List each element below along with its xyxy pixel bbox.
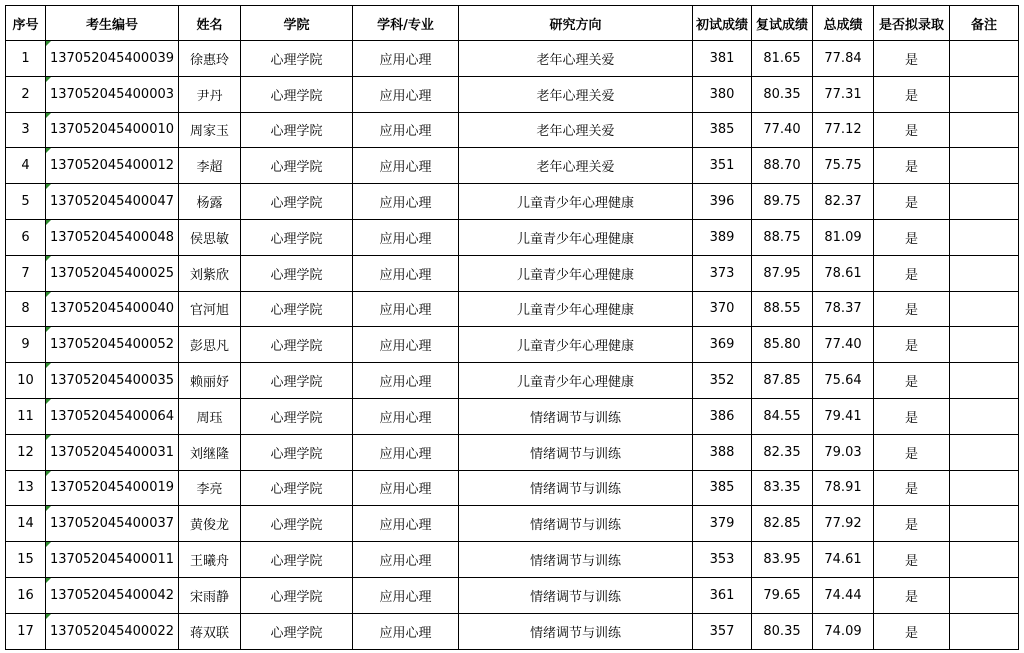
header-major: 学科/专业 <box>353 6 459 41</box>
cell-admitted: 是 <box>874 291 950 327</box>
header-admitted: 是否拟录取 <box>874 6 950 41</box>
cell-research-direction: 情绪调节与训练 <box>459 470 693 506</box>
cell-major: 应用心理 <box>353 76 459 112</box>
cell-remarks <box>950 363 1019 399</box>
cell-initial-score: 353 <box>693 542 752 578</box>
cell-name: 徐惠玲 <box>179 41 241 77</box>
cell-research-direction: 老年心理关爱 <box>459 112 693 148</box>
cell-research-direction: 儿童青少年心理健康 <box>459 327 693 363</box>
cell-candidate-id: 137052045400039 <box>46 41 179 77</box>
cell-index: 12 <box>6 434 46 470</box>
header-total-score: 总成绩 <box>813 6 874 41</box>
cell-candidate-id: 137052045400031 <box>46 434 179 470</box>
cell-total-score: 77.31 <box>813 76 874 112</box>
cell-college: 心理学院 <box>241 255 353 291</box>
admission-table <box>5 5 1019 650</box>
cell-admitted: 是 <box>874 506 950 542</box>
cell-research-direction: 老年心理关爱 <box>459 76 693 112</box>
cell-initial-score: 351 <box>693 148 752 184</box>
cell-name: 刘紫欣 <box>179 255 241 291</box>
cell-admitted: 是 <box>874 41 950 77</box>
cell-research-direction: 儿童青少年心理健康 <box>459 291 693 327</box>
cell-research-direction: 情绪调节与训练 <box>459 398 693 434</box>
cell-index: 4 <box>6 148 46 184</box>
cell-college: 心理学院 <box>241 112 353 148</box>
cell-retest-score: 87.85 <box>752 363 813 399</box>
header-initial-score: 初试成绩 <box>693 6 752 41</box>
cell-initial-score: 388 <box>693 434 752 470</box>
cell-name: 黄俊龙 <box>179 506 241 542</box>
cell-index: 6 <box>6 219 46 255</box>
header-index: 序号 <box>6 6 46 41</box>
cell-research-direction: 情绪调节与训练 <box>459 613 693 649</box>
cell-name: 彭思凡 <box>179 327 241 363</box>
cell-candidate-id: 137052045400011 <box>46 542 179 578</box>
table-row <box>6 577 1019 613</box>
cell-index: 7 <box>6 255 46 291</box>
cell-total-score: 77.12 <box>813 112 874 148</box>
cell-remarks <box>950 434 1019 470</box>
table-body <box>6 41 1019 650</box>
cell-total-score: 74.61 <box>813 542 874 578</box>
cell-total-score: 81.09 <box>813 219 874 255</box>
cell-retest-score: 80.35 <box>752 76 813 112</box>
cell-admitted: 是 <box>874 577 950 613</box>
cell-total-score: 75.75 <box>813 148 874 184</box>
cell-college: 心理学院 <box>241 613 353 649</box>
cell-initial-score: 357 <box>693 613 752 649</box>
cell-remarks <box>950 184 1019 220</box>
cell-retest-score: 77.40 <box>752 112 813 148</box>
cell-college: 心理学院 <box>241 76 353 112</box>
header-candidate-id: 考生编号 <box>46 6 179 41</box>
cell-research-direction: 儿童青少年心理健康 <box>459 363 693 399</box>
cell-total-score: 79.03 <box>813 434 874 470</box>
cell-college: 心理学院 <box>241 542 353 578</box>
cell-name: 李超 <box>179 148 241 184</box>
table-row <box>6 613 1019 649</box>
cell-remarks <box>950 327 1019 363</box>
table-row <box>6 291 1019 327</box>
cell-college: 心理学院 <box>241 184 353 220</box>
cell-research-direction: 老年心理关爱 <box>459 148 693 184</box>
cell-remarks <box>950 506 1019 542</box>
cell-candidate-id: 137052045400035 <box>46 363 179 399</box>
cell-admitted: 是 <box>874 148 950 184</box>
cell-college: 心理学院 <box>241 148 353 184</box>
cell-index: 3 <box>6 112 46 148</box>
cell-total-score: 74.44 <box>813 577 874 613</box>
table-row <box>6 398 1019 434</box>
cell-index: 1 <box>6 41 46 77</box>
cell-total-score: 77.84 <box>813 41 874 77</box>
cell-remarks <box>950 613 1019 649</box>
cell-major: 应用心理 <box>353 542 459 578</box>
cell-candidate-id: 137052045400003 <box>46 76 179 112</box>
cell-candidate-id: 137052045400019 <box>46 470 179 506</box>
cell-remarks <box>950 255 1019 291</box>
header-college: 学院 <box>241 6 353 41</box>
cell-total-score: 79.41 <box>813 398 874 434</box>
cell-retest-score: 82.85 <box>752 506 813 542</box>
cell-retest-score: 89.75 <box>752 184 813 220</box>
cell-initial-score: 389 <box>693 219 752 255</box>
table-row <box>6 112 1019 148</box>
cell-college: 心理学院 <box>241 219 353 255</box>
cell-college: 心理学院 <box>241 291 353 327</box>
cell-total-score: 82.37 <box>813 184 874 220</box>
cell-research-direction: 儿童青少年心理健康 <box>459 219 693 255</box>
cell-admitted: 是 <box>874 327 950 363</box>
cell-admitted: 是 <box>874 613 950 649</box>
cell-initial-score: 370 <box>693 291 752 327</box>
cell-college: 心理学院 <box>241 506 353 542</box>
cell-name: 王曦舟 <box>179 542 241 578</box>
cell-admitted: 是 <box>874 542 950 578</box>
table-row <box>6 184 1019 220</box>
table-row <box>6 41 1019 77</box>
cell-candidate-id: 137052045400048 <box>46 219 179 255</box>
cell-candidate-id: 137052045400025 <box>46 255 179 291</box>
cell-name: 杨露 <box>179 184 241 220</box>
cell-retest-score: 83.35 <box>752 470 813 506</box>
cell-major: 应用心理 <box>353 398 459 434</box>
cell-retest-score: 81.65 <box>752 41 813 77</box>
cell-remarks <box>950 542 1019 578</box>
cell-name: 官河旭 <box>179 291 241 327</box>
cell-initial-score: 385 <box>693 112 752 148</box>
cell-major: 应用心理 <box>353 327 459 363</box>
cell-research-direction: 情绪调节与训练 <box>459 506 693 542</box>
cell-retest-score: 87.95 <box>752 255 813 291</box>
cell-retest-score: 84.55 <box>752 398 813 434</box>
table-row <box>6 148 1019 184</box>
cell-college: 心理学院 <box>241 363 353 399</box>
cell-index: 8 <box>6 291 46 327</box>
cell-admitted: 是 <box>874 434 950 470</box>
cell-admitted: 是 <box>874 112 950 148</box>
cell-major: 应用心理 <box>353 219 459 255</box>
table-row <box>6 255 1019 291</box>
cell-index: 16 <box>6 577 46 613</box>
cell-index: 5 <box>6 184 46 220</box>
cell-major: 应用心理 <box>353 363 459 399</box>
cell-index: 9 <box>6 327 46 363</box>
cell-college: 心理学院 <box>241 327 353 363</box>
cell-initial-score: 379 <box>693 506 752 542</box>
cell-college: 心理学院 <box>241 470 353 506</box>
cell-candidate-id: 137052045400022 <box>46 613 179 649</box>
cell-retest-score: 85.80 <box>752 327 813 363</box>
table-row <box>6 470 1019 506</box>
cell-initial-score: 385 <box>693 470 752 506</box>
header-retest-score: 复试成绩 <box>752 6 813 41</box>
cell-name: 李亮 <box>179 470 241 506</box>
cell-name: 侯思敏 <box>179 219 241 255</box>
cell-admitted: 是 <box>874 398 950 434</box>
cell-total-score: 77.40 <box>813 327 874 363</box>
cell-remarks <box>950 76 1019 112</box>
cell-initial-score: 373 <box>693 255 752 291</box>
cell-admitted: 是 <box>874 184 950 220</box>
table-row <box>6 219 1019 255</box>
header-row <box>6 6 1019 41</box>
cell-initial-score: 352 <box>693 363 752 399</box>
cell-total-score: 74.09 <box>813 613 874 649</box>
cell-remarks <box>950 291 1019 327</box>
cell-initial-score: 386 <box>693 398 752 434</box>
cell-initial-score: 361 <box>693 577 752 613</box>
cell-candidate-id: 137052045400010 <box>46 112 179 148</box>
cell-major: 应用心理 <box>353 506 459 542</box>
cell-major: 应用心理 <box>353 291 459 327</box>
cell-research-direction: 儿童青少年心理健康 <box>459 184 693 220</box>
cell-research-direction: 儿童青少年心理健康 <box>459 255 693 291</box>
header-name: 姓名 <box>179 6 241 41</box>
table-row <box>6 363 1019 399</box>
table-row <box>6 542 1019 578</box>
cell-index: 15 <box>6 542 46 578</box>
cell-candidate-id: 137052045400012 <box>46 148 179 184</box>
cell-initial-score: 369 <box>693 327 752 363</box>
cell-major: 应用心理 <box>353 184 459 220</box>
cell-remarks <box>950 112 1019 148</box>
cell-name: 刘继隆 <box>179 434 241 470</box>
cell-remarks <box>950 398 1019 434</box>
cell-candidate-id: 137052045400064 <box>46 398 179 434</box>
cell-index: 11 <box>6 398 46 434</box>
cell-retest-score: 88.75 <box>752 219 813 255</box>
cell-total-score: 75.64 <box>813 363 874 399</box>
table-row <box>6 76 1019 112</box>
table-row <box>6 434 1019 470</box>
cell-candidate-id: 137052045400040 <box>46 291 179 327</box>
cell-retest-score: 83.95 <box>752 542 813 578</box>
cell-total-score: 78.91 <box>813 470 874 506</box>
cell-retest-score: 88.70 <box>752 148 813 184</box>
cell-major: 应用心理 <box>353 577 459 613</box>
cell-research-direction: 情绪调节与训练 <box>459 577 693 613</box>
cell-admitted: 是 <box>874 470 950 506</box>
cell-retest-score: 82.35 <box>752 434 813 470</box>
cell-research-direction: 情绪调节与训练 <box>459 434 693 470</box>
header-research-direction: 研究方向 <box>459 6 693 41</box>
cell-name: 宋雨静 <box>179 577 241 613</box>
cell-index: 13 <box>6 470 46 506</box>
cell-research-direction: 情绪调节与训练 <box>459 542 693 578</box>
cell-initial-score: 381 <box>693 41 752 77</box>
cell-initial-score: 380 <box>693 76 752 112</box>
cell-major: 应用心理 <box>353 613 459 649</box>
cell-major: 应用心理 <box>353 112 459 148</box>
cell-candidate-id: 137052045400037 <box>46 506 179 542</box>
cell-major: 应用心理 <box>353 41 459 77</box>
table-row <box>6 327 1019 363</box>
cell-candidate-id: 137052045400052 <box>46 327 179 363</box>
cell-index: 10 <box>6 363 46 399</box>
cell-admitted: 是 <box>874 219 950 255</box>
cell-total-score: 78.37 <box>813 291 874 327</box>
header-remarks: 备注 <box>950 6 1019 41</box>
cell-retest-score: 88.55 <box>752 291 813 327</box>
cell-major: 应用心理 <box>353 148 459 184</box>
cell-remarks <box>950 577 1019 613</box>
cell-major: 应用心理 <box>353 255 459 291</box>
cell-total-score: 78.61 <box>813 255 874 291</box>
cell-name: 周珏 <box>179 398 241 434</box>
cell-name: 周家玉 <box>179 112 241 148</box>
cell-candidate-id: 137052045400042 <box>46 577 179 613</box>
cell-admitted: 是 <box>874 255 950 291</box>
cell-admitted: 是 <box>874 76 950 112</box>
cell-remarks <box>950 219 1019 255</box>
cell-remarks <box>950 470 1019 506</box>
cell-college: 心理学院 <box>241 398 353 434</box>
cell-college: 心理学院 <box>241 577 353 613</box>
table-row <box>6 506 1019 542</box>
cell-remarks <box>950 41 1019 77</box>
cell-admitted: 是 <box>874 363 950 399</box>
cell-candidate-id: 137052045400047 <box>46 184 179 220</box>
cell-research-direction: 老年心理关爱 <box>459 41 693 77</box>
cell-remarks <box>950 148 1019 184</box>
cell-name: 赖丽妤 <box>179 363 241 399</box>
cell-index: 17 <box>6 613 46 649</box>
cell-major: 应用心理 <box>353 434 459 470</box>
cell-college: 心理学院 <box>241 434 353 470</box>
cell-index: 14 <box>6 506 46 542</box>
cell-initial-score: 396 <box>693 184 752 220</box>
cell-college: 心理学院 <box>241 41 353 77</box>
cell-major: 应用心理 <box>353 470 459 506</box>
cell-name: 蒋双联 <box>179 613 241 649</box>
cell-index: 2 <box>6 76 46 112</box>
cell-name: 尹丹 <box>179 76 241 112</box>
cell-retest-score: 79.65 <box>752 577 813 613</box>
cell-retest-score: 80.35 <box>752 613 813 649</box>
cell-total-score: 77.92 <box>813 506 874 542</box>
